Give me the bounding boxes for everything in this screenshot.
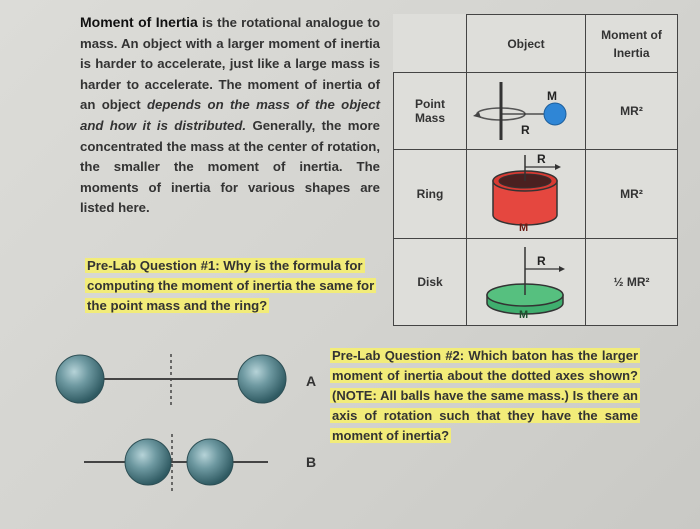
question-1-label: Pre-Lab Question #1: bbox=[87, 258, 220, 273]
arrowhead-icon bbox=[555, 164, 561, 170]
arrowhead-icon bbox=[559, 266, 565, 272]
baton-diagram bbox=[48, 350, 288, 500]
prelab-question-1 bbox=[85, 256, 385, 316]
baton-b-left-ball bbox=[125, 439, 171, 485]
radius-label: R bbox=[537, 153, 546, 166]
moment-of-inertia-table bbox=[393, 14, 678, 326]
baton-a-right-ball bbox=[238, 355, 286, 403]
point-mass-ball bbox=[544, 103, 566, 125]
row-name-disk: Disk bbox=[394, 239, 467, 326]
baton-label-a: A bbox=[306, 373, 317, 389]
header-blank-cell bbox=[394, 15, 467, 73]
radius-label: R bbox=[521, 123, 530, 137]
disk-diagram bbox=[467, 239, 586, 326]
header-moment: Moment of Inertia bbox=[586, 15, 678, 73]
table-row bbox=[394, 73, 678, 150]
ring-svg bbox=[467, 153, 585, 235]
table-row bbox=[394, 150, 678, 239]
table-row bbox=[394, 239, 678, 326]
row-name-point-mass: Point Mass bbox=[394, 73, 467, 150]
intro-text-2: Generally, the more concentrated the mass at the center of rotation, the smaller the moment of inertia. The moments of inertia for various shapes are listed here. bbox=[80, 117, 380, 216]
row-name-ring: Ring bbox=[394, 150, 467, 239]
question-1-text: Why is the formula for computing the moment of inertia the same for the point mass and the ring? bbox=[87, 258, 375, 313]
table-header-row bbox=[394, 15, 678, 73]
disk-svg bbox=[467, 241, 585, 323]
moment-disk: ½ MR² bbox=[586, 239, 678, 326]
intro-paragraph bbox=[80, 12, 380, 219]
point-mass-diagram bbox=[467, 73, 586, 150]
moment-point-mass: MR² bbox=[586, 73, 678, 150]
mass-label: M bbox=[547, 89, 557, 103]
ring-diagram bbox=[467, 150, 586, 239]
intro-text-1: is the rotational analogue to mass. An object with a larger moment of inertia is harder to accelerate, just like a large mass is harder to accelerate. The moment of inertia of an object bbox=[80, 15, 381, 113]
baton-a bbox=[56, 354, 286, 406]
mass-label: M bbox=[519, 309, 529, 321]
prelab-question-2 bbox=[330, 346, 640, 446]
baton-b-right-ball bbox=[187, 439, 233, 485]
intro-lead: Moment of Inertia bbox=[80, 14, 198, 30]
radius-label: R bbox=[537, 254, 546, 268]
intro-italic: depends on the mass of the object and how it is distributed. bbox=[80, 97, 380, 133]
question-1-highlight bbox=[85, 258, 376, 313]
question-2-highlight bbox=[330, 348, 640, 443]
baton-a-left-ball bbox=[56, 355, 104, 403]
question-2-label: Pre-Lab Question #2: bbox=[332, 348, 465, 363]
baton-label-b: B bbox=[306, 454, 317, 470]
question-2-text: Which baton has the larger moment of inertia about the dotted axes shown? (NOTE: All balls have the same mass.) Is there an axis of rotation such that they have the same moment of inertia? bbox=[332, 348, 639, 443]
baton-b bbox=[84, 434, 268, 494]
header-object: Object bbox=[467, 15, 586, 73]
moment-ring: MR² bbox=[586, 150, 678, 239]
mass-label: M bbox=[519, 222, 529, 234]
point-mass-svg bbox=[467, 76, 585, 146]
